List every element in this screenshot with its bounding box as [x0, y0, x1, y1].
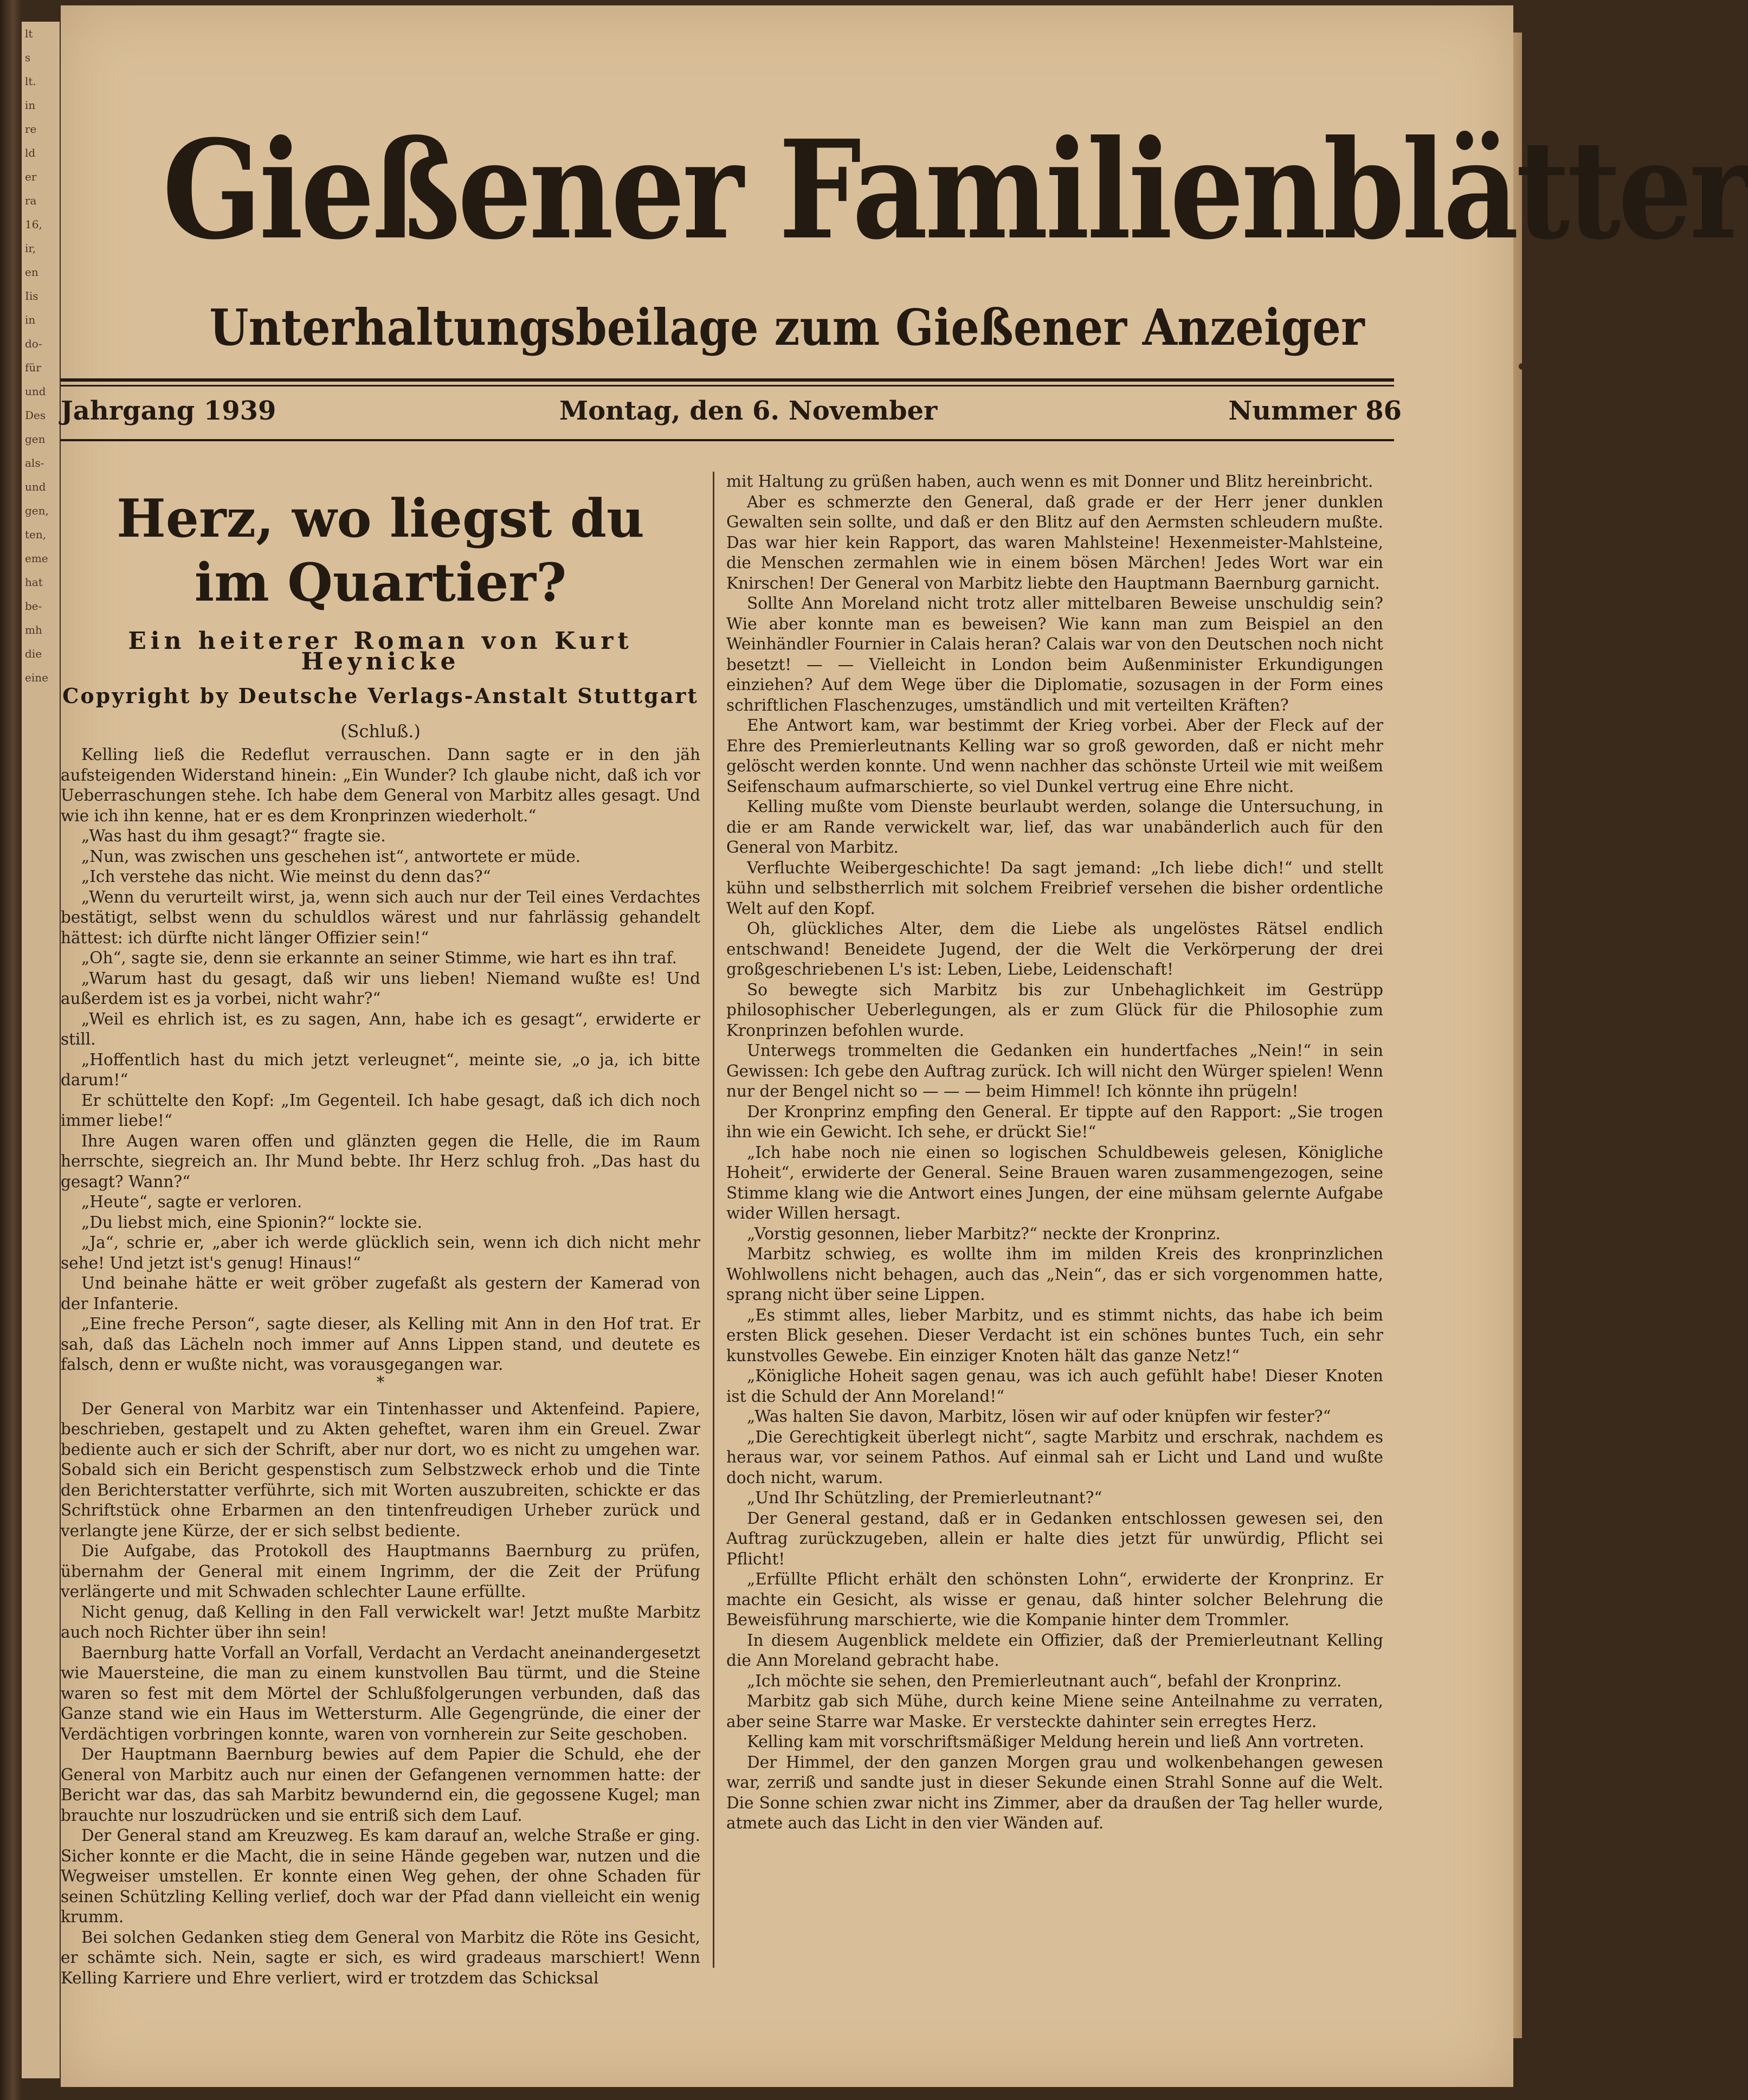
- article-paragraph: Bei solchen Gedanken stieg dem General von Marbitz die Röte ins Gesicht, er schämte sich. Nein, sagte er sich, es wird gradeaus marschiert! Wenn Kelling Karriere und Ehre verliert, wird er trotzdem das Schicksal: [61, 1928, 700, 1987]
- article-paragraph: Baernburg hatte Vorfall an Vorfall, Verdacht an Verdacht aneinandergesetzt wie Mauersteine, die man zu einem kunstvollen Bau türmt, und die Steine waren so fest mit dem Mörtel der Schlußfolgerungen verbunden, daß das Ganze stand wie ein Haus im Wettersturm. Alle Gegengründe, die einer der Verdächtigen vorbringen konnte, waren von vornherein zur Seite geschoben.: [61, 1643, 700, 1743]
- previous-page-edge: [22, 22, 62, 2078]
- article-paragraph: „Was hast du ihm gesagt?“ fragte sie.: [81, 827, 386, 845]
- article-paragraph: „Was halten Sie davon, Marbitz, lösen wir auf oder knüpfen wir fester?“: [747, 1407, 1331, 1426]
- article-title-line-1: Herz, wo liegst du: [117, 488, 644, 549]
- article-paragraph: Nicht genug, daß Kelling in den Fall verwickelt war! Jetzt mußte Marbitz auch noch Richter über ihn sein!: [61, 1602, 700, 1641]
- article-paragraph: „Du liebst mich, eine Spionin?“ lockte sie.: [81, 1213, 422, 1232]
- prev-page-fragment: lt: [25, 27, 33, 40]
- paper-speck: [1519, 363, 1525, 370]
- header-rule-top: [61, 378, 1394, 382]
- article-paragraph: „Oh“, sagte sie, denn sie erkannte an seiner Stimme, wie hart es ihn traf.: [81, 949, 677, 967]
- issue-info-bar: [61, 396, 1513, 434]
- prev-page-fragment: s: [25, 51, 31, 64]
- prev-page-fragment: gen: [25, 433, 46, 446]
- masthead-subtitle: Unterhaltungsbeilage zum Gießener Anzeiger: [209, 298, 1365, 357]
- issue-number: Nummer 86: [1228, 396, 1402, 426]
- prev-page-fragment: ra: [25, 194, 37, 207]
- prev-page-fragment: eine: [25, 671, 48, 684]
- prev-page-fragment: be-: [25, 600, 42, 613]
- article-paragraph: „Ich verstehe das nicht. Wie meinst du denn das?“: [81, 867, 491, 886]
- issue-date: Montag, den 6. November: [559, 396, 938, 426]
- article-end-note: (Schluß.): [340, 720, 421, 742]
- article-paragraph: Aber es schmerzte den General, daß grade er der Herr jener dunklen Gewalten sein sollte, und daß er den Blitz auf den Aermsten schleudern mußte. Das war hier kein Rapport, das waren Mahlsteine! Hexenmeister-Mahlsteine, die Menschen zermahlen wie in einem bösen Märchen! Jedes Wort war ein Knirschen! Der General von Marbitz liebte den Hauptmann Baernburg garnicht.: [726, 492, 1383, 592]
- article-paragraph: „Die Gerechtigkeit überlegt nicht“, sagte Marbitz und erschrak, nachdem es heraus war, vor seinem Pathos. Auf einmal sah er Licht und Land und wußte doch nicht, warum.: [726, 1427, 1383, 1487]
- article-paragraph: Der Himmel, der den ganzen Morgen grau und wolkenbehangen gewesen war, zerriß und sandte just in dieser Sekunde einen Strahl Sonne auf die Welt. Die Sonne schien zwar nicht ins Zimmer, aber da draußen der Tag heller wurde, atmete auch das Licht in den vier Wänden auf.: [726, 1753, 1383, 1832]
- section-break: *: [376, 1373, 385, 1392]
- article-paragraph: Unterwegs trommelten die Gedanken ein hundertfaches „Nein!“ in sein Gewissen: Ich gebe den Auftrag zurück. Ich will nicht den Würger spielen! Wenn nur der Bengel nicht so — — — beim Himmel! Ich könnte ihn prügeln!: [726, 1041, 1383, 1100]
- newspaper-page: [61, 5, 1748, 2087]
- prev-page-fragment: do-: [25, 337, 42, 350]
- prev-page-fragment: gen,: [25, 504, 49, 517]
- article-title: [61, 487, 700, 615]
- prev-page-fragment: re: [25, 123, 37, 136]
- article-paragraph: Marbitz gab sich Mühe, durch keine Miene seine Anteilnahme zu verraten, aber seine Starre war Maske. Er versteckte dahinter sein erregtes Herz.: [726, 1692, 1383, 1731]
- article-paragraph: „Vorstig gesonnen, lieber Marbitz?“ neckte der Kronprinz.: [747, 1224, 1221, 1243]
- article-paragraph: So bewegte sich Marbitz bis zur Unbehaglichkeit im Gestrüpp philosophischer Ueberlegungen, als er zum Glück für die Philosophie zum Kronprinzen befohlen wurde.: [726, 980, 1383, 1040]
- article-paragraph: Der Hauptmann Baernburg bewies auf dem Papier die Schuld, ehe der General von Marbitz auch nur einen der Gefangenen vernommen hatte: der Bericht war das, das sah Marbitz bewundernd ein, die gegossene Kugel; man brauchte nur loszudrücken und sie entriß sich dem Lauf.: [61, 1745, 700, 1825]
- article-paragraph: In diesem Augenblick meldete ein Offizier, daß der Premierleutnant Kelling die Ann Moreland gebracht habe.: [726, 1631, 1383, 1670]
- prev-page-fragment: Iis: [25, 289, 38, 302]
- article-paragraph: „Weil es ehrlich ist, es zu sagen, Ann, habe ich es gesagt“, erwiderte er still.: [61, 1009, 700, 1048]
- article-paragraph: mit Haltung zu grüßen haben, auch wenn es mit Donner und Blitz hereinbricht.: [726, 472, 1373, 491]
- prev-page-fragment: er: [25, 170, 37, 183]
- article-paragraph: Kelling mußte vom Dienste beurlaubt werden, solange die Untersuchung, in die er am Rande verwickelt war, lief, das war unabänderlich auch für den General von Marbitz.: [726, 797, 1383, 856]
- article-paragraph: „Wenn du verurteilt wirst, ja, wenn sich auch nur der Teil eines Verdachtes bestätigt, selbst wenn du schuldlos wärest und nur fahrlässig gehandelt hättest: ich dürfte nicht länger Offizier sein!“: [61, 887, 700, 947]
- article-paragraph: „Nun, was zwischen uns geschehen ist“, antwortete er müde.: [81, 847, 581, 866]
- masthead-title: Gießener Familienblätter: [162, 110, 1748, 269]
- article-paragraph: Marbitz schwieg, es wollte ihm im milden Kreis des kronprinzlichen Wohlwollens nicht behagen, auch das „Nein“, das er sich vorgenommen hatte, sprang nicht über seine Lippen.: [726, 1245, 1383, 1304]
- article-paragraph: „Ich habe noch nie einen so logischen Schuldbeweis gelesen, Königliche Hoheit“, erwiderte der General. Seine Brauen waren zusammengezogen, seine Stimme klang wie die Antwort eines Jungen, der eine mühsam gelernte Aufgabe wider Willen hersagt.: [726, 1143, 1383, 1222]
- issue-year: Jahrgang 1939: [61, 396, 276, 426]
- article-paragraph: Er schüttelte den Kopf: „Im Gegenteil. Ich habe gesagt, daß ich dich noch immer liebe!“: [61, 1091, 700, 1130]
- prev-page-fragment: mh: [25, 623, 42, 636]
- article-copyright: Copyright by Deutsche Verlags-Anstalt Stuttgart: [62, 684, 699, 708]
- prev-page-fragment: 16,: [25, 218, 42, 231]
- prev-page-fragment: Des: [25, 409, 46, 422]
- article-paragraph: „Es stimmt alles, lieber Marbitz, und es stimmt nichts, das habe ich beim ersten Blick gesehen. Dieser Verdacht ist ein schönes buntes Tuch, ein sehr kunstvolles Gewebe. Ein einziger Knoten hält das ganze Netz!“: [726, 1305, 1383, 1365]
- prev-page-fragment: hat: [25, 576, 43, 589]
- article-byline: Ein heiterer Roman von Kurt Heynicke: [128, 627, 633, 675]
- article-paragraph: Der General stand am Kreuzweg. Es kam darauf an, welche Straße er ging. Sicher konnte er die Macht, die in seine Hände gegeben war, nutzen und die Wegweiser umstellen. Er konnte einen Weg gehen, der ohne Schaden für seinen Schützling Kelling verlief, doch war der Pfad dann vielleicht ein wenig krumm.: [61, 1826, 700, 1926]
- article-paragraph: „Heute“, sagte er verloren.: [81, 1193, 302, 1211]
- article-paragraph: Der Kronprinz empfing den General. Er tippte auf den Rapport: „Sie trogen ihn wie ein Gewicht. Ich sehe, er drückt Sie!“: [726, 1102, 1383, 1141]
- article-body-left: [61, 745, 700, 1988]
- article-body-right: [726, 472, 1383, 1834]
- article-paragraph: „Und Ihr Schützling, der Premierleutnant?“: [747, 1489, 1102, 1507]
- article-paragraph: „Warum hast du gesagt, daß wir uns lieben! Niemand wußte es! Und außerdem ist es ja vorbei, nicht wahr?“: [61, 969, 700, 1008]
- article-paragraph: „Ich möchte sie sehen, den Premierleutnant auch“, befahl der Kronprinz.: [747, 1671, 1342, 1690]
- article-paragraph: „Ja“, schrie er, „aber ich werde glücklich sein, wenn ich dich nicht mehr sehe! Und jetzt ist's genug! Hinaus!“: [61, 1233, 700, 1272]
- article-paragraph: „Erfüllte Pflicht erhält den schönsten Lohn“, erwiderte der Kronprinz. Er machte ein Gesicht, als wisse er genau, daß hinter solcher Belehrung die Beweisführung marschierte, wie die Kompanie hinter dem Trommler.: [726, 1570, 1383, 1629]
- article-paragraph: Oh, glückliches Alter, dem die Liebe als ungelöstes Rätsel endlich entschwand! Beneidete Jugend, der die Welt die Verkörperung der drei großgeschriebenen L's ist: Leben, Liebe, Leidenschaft!: [726, 919, 1383, 978]
- prev-page-fragment: eme: [25, 552, 48, 565]
- article-paragraph: „Eine freche Person“, sagte dieser, als Kelling mit Ann in den Hof trat. Er sah, daß das Lächeln noch immer auf Anns Lippen stand, und deutete es falsch, denn er wußte nicht, was vorausgegangen war.: [61, 1315, 700, 1374]
- article-paragraph: Kelling ließ die Redeflut verrauschen. Dann sagte er in den jäh aufsteigenden Widerstand hinein: „Ein Wunder? Ich glaube nicht, daß ich vor Ueberraschungen stehe. Ich habe dem General von Marbitz alles gesagt. Und wie ich ihn kenne, hat er es dem Kronprinzen wiederholt.“: [61, 745, 700, 825]
- article-paragraph: Der General gestand, daß er in Gedanken entschlossen gewesen sei, den Auftrag zurückzugeben, allein er halte dies jetzt für unwürdig, Pflicht sei Pflicht!: [726, 1509, 1383, 1568]
- article-column-right: [726, 472, 1383, 1834]
- prev-page-fragment: in: [25, 99, 36, 112]
- article-paragraph: Ehe Antwort kam, war bestimmt der Krieg vorbei. Aber der Fleck auf der Ehre des Premierleutnants Kelling war so groß geworden, daß er nicht mehr gelöscht werden konnte. Und wenn nachher das schönste Urteil wie mit weißem Seifenschaum aufmarschierte, so viel Dunkel vertrug eine Ehre nicht.: [726, 716, 1383, 796]
- prev-page-fragment: lt.: [25, 75, 36, 88]
- prev-page-fragment: für: [25, 361, 41, 374]
- article-paragraph: Der General von Marbitz war ein Tintenhasser und Aktenfeind. Papiere, beschrieben, gestapelt und zu Akten geheftet, waren ihm ein Greuel. Zwar bediente auch er sich der Schrift, aber nur dort, wo es nicht zu umgehen war. Sobald sich ein Bericht gespenstisch zum Selbstzweck erhob und die Tinte den Berichterstatter verführte, sich mit Worten auszubreiten, schickte er das Schriftstück ohne Erbarmen an den tintenfreudigen Urheber zurück und verlangte jene Kürze, der er sich selbst bediente.: [61, 1399, 700, 1540]
- prev-page-fragment: und: [25, 480, 46, 493]
- prev-page-fragment: in: [25, 313, 36, 326]
- prev-page-fragment: ten,: [25, 528, 47, 541]
- prev-page-fragment: und: [25, 385, 46, 398]
- header-rule-bottom: [61, 439, 1394, 441]
- prev-page-fragment: die: [25, 647, 42, 660]
- article-paragraph: Kelling kam mit vorschriftsmäßiger Meldung herein und ließ Ann vortreten.: [747, 1732, 1364, 1751]
- book-spine: [0, 0, 22, 2100]
- prev-page-fragment: en: [25, 266, 38, 279]
- article-paragraph: „Hoffentlich hast du mich jetzt verleugnet“, meinte sie, „o ja, ich bitte darum!“: [61, 1050, 700, 1089]
- article-paragraph: „Königliche Hoheit sagen genau, was ich auch gefühlt habe! Dieser Knoten ist die Schuld der Ann Moreland!“: [726, 1367, 1383, 1406]
- header-rule-top-thin: [61, 385, 1394, 386]
- article-paragraph: Ihre Augen waren offen und glänzten gegen die Helle, die im Raum herrschte, siegreich an. Ihr Mund bebte. Ihr Herz schlug froh. „Das hast du gesagt? Wann?“: [61, 1131, 700, 1191]
- article-paragraph: Verfluchte Weibergeschichte! Da sagt jemand: „Ich liebe dich!“ und stellt kühn und selbstherrlich mit solchem Freibrief versehen die bisher ordentliche Welt auf den Kopf.: [726, 858, 1383, 918]
- prev-page-fragment: ir,: [25, 242, 36, 255]
- article-column-left: [61, 472, 700, 1988]
- article-paragraph: Die Aufgabe, das Protokoll des Hauptmanns Baernburg zu prüfen, übernahm der General mit einem Ingrimm, der die Zeit der Prüfung verlängerte und mit Schwaden schlechter Laune erfüllte.: [61, 1542, 700, 1601]
- prev-page-fragment: ld: [25, 146, 36, 159]
- article-title-line-2: im Quartier?: [194, 552, 567, 613]
- article-paragraph: Und beinahe hätte er weit gröber zugefaßt als gestern der Kamerad von der Infanterie.: [61, 1274, 700, 1313]
- column-divider: [713, 472, 714, 1968]
- article-paragraph: Sollte Ann Moreland nicht trotz aller mittelbaren Beweise unschuldig sein? Wie aber konnte man es beweisen? Wie kann man zum Beispiel an den Weinhändler Fournier in Calais heran? Calais war von den Deutschen noch nicht besetzt! — — Vielleicht in London beim Außenminister Erkundigungen einziehen? Auf dem Wege über die Diplomatie, sozusagen in der Form eines schriftlichen Flaschenzuges, umständlich und mit verteilten Kräften?: [726, 594, 1383, 714]
- prev-page-fragment: als-: [25, 456, 44, 469]
